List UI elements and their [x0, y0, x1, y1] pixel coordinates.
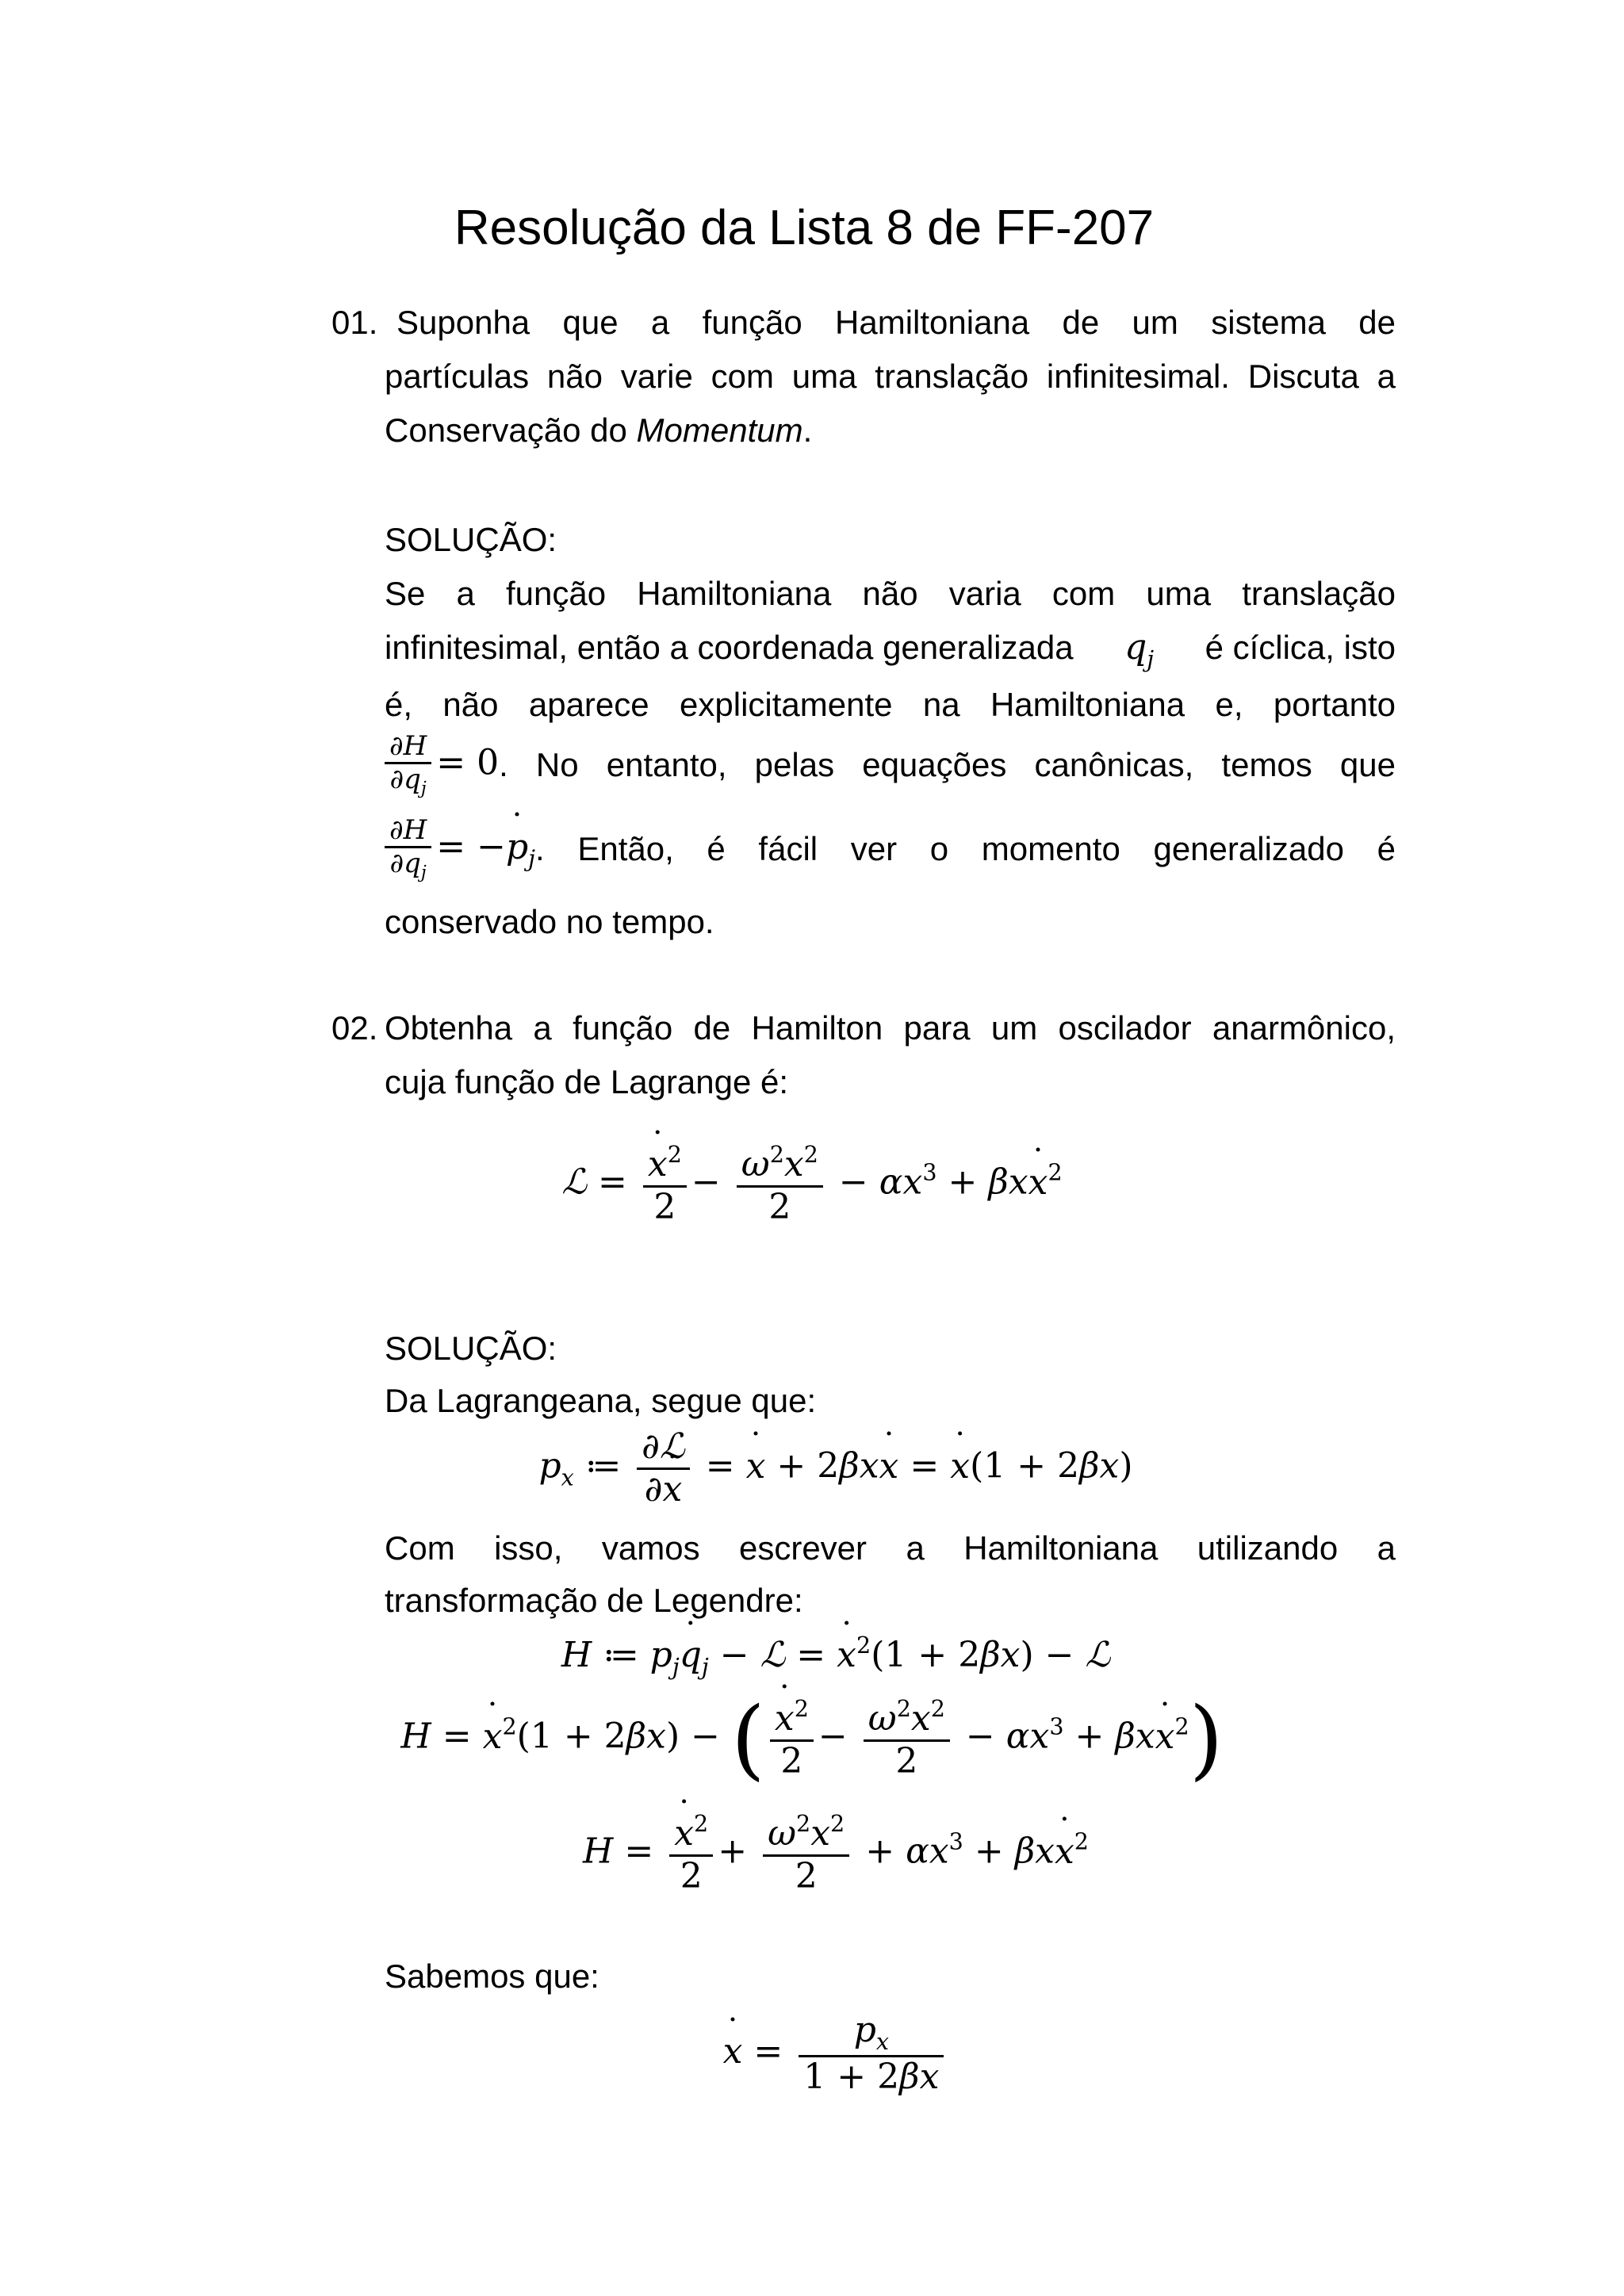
question-2-number: 02.: [331, 1009, 378, 1047]
solution-1-label: SOLUÇÃO:: [385, 521, 557, 558]
formula-xdot: x ˙ = $\frac{p_x}{1 + 2\beta x}$: [0, 2011, 1624, 2097]
solution-1-line-4: [385, 731, 1396, 799]
question-1-line-2: partículas não varie com uma translação infinitesimal. Discuta a: [385, 358, 1396, 395]
solution-1-line-5-text: . Então, é fácil ver o momento generalizado é: [535, 830, 1396, 868]
formula-legendre: H ≔ $p_jq$ $˙_j$ − ℒ = x ˙$^2$(1 + 2βx) − ℒ: [0, 1632, 1624, 1680]
momentum-term: Momentum: [636, 411, 803, 449]
solution-2-label: SOLUÇÃO:: [385, 1330, 557, 1367]
solution-1-line-6: conservado no tempo.: [385, 903, 714, 940]
question-2-line-1: Obtenha a função de Hamilton para um oscilador anarmônico,: [385, 1009, 1396, 1047]
question-1-line-1: Suponha que a função Hamiltoniana de um sistema de: [396, 304, 1396, 341]
formula-dH-dqj-zero: $\frac{\partial H}{\partial q_j}$ = 0: [385, 731, 499, 799]
question-1-line-3: [385, 408, 1396, 453]
solution-1-line-2-pre: infinitesimal, então a coordenada generalizada: [385, 629, 1074, 666]
formula-q-j: $q_j$: [1124, 627, 1155, 672]
question-1-number: 01.: [331, 304, 378, 341]
formula-lagrangian: ℒ = $\frac{x ˙^2}{2}$ − $\frac{\omega^2x^2}{2}$ − $\alpha x^3 + \beta xx$ ˙$^2$: [0, 1142, 1624, 1227]
solution-2-line-3: transformação de Legendre:: [385, 1582, 803, 1619]
solution-1-line-3: é, não aparece explicitamente na Hamiltoniana e, portanto: [385, 686, 1396, 723]
solution-2-line-2: Com isso, vamos escrever a Hamiltoniana utilizando a: [385, 1529, 1396, 1567]
question-1-line-3-pre: Conservação do: [385, 411, 637, 449]
formula-hamiltonian-expanded: H = x ˙$^2$(1 + 2βx) − ( $\frac{x ˙^2}{2}$ − $\frac{\omega^2x^2}{2}$ − $\alpha x^3 + \beta xx$ ˙$^2$): [0, 1695, 1624, 1782]
solution-1-line-2-post: é cíclica, isto: [1205, 629, 1396, 666]
document-title: Resolução da Lista 8 de FF-207: [454, 201, 1155, 255]
solution-1-line-2: [385, 625, 1396, 682]
solution-2-line-4: Sabemos que:: [385, 1957, 599, 1995]
question-1-line-3-post: .: [802, 411, 813, 449]
formula-hamiltonian-final: H = $\frac{x ˙^2}{2}$ + $\frac{\omega^2x^2}{2}$ + $\alpha x^3 + \beta xx$ ˙$^2$: [0, 1811, 1624, 1896]
question-2-line-2: cuja função de Lagrange é:: [385, 1063, 789, 1100]
solution-2-line-1: Da Lagrangeana, segue que:: [385, 1382, 817, 1419]
solution-1-line-4-text: . No entanto, pelas equações canônicas, temos que: [499, 746, 1396, 784]
solution-1-line-1: Se a função Hamiltoniana não varia com uma translação: [385, 575, 1396, 612]
solution-1-line-5: [385, 815, 1396, 883]
formula-momentum: $p_x$ ≔ $\frac{\text{∂ℒ}}{\partial x}$ ˙ = x ˙ + 2βxx ˙ = x ˙(1 + 2βx): [0, 1427, 1624, 1510]
formula-dH-dqj-pdot: $\frac{\partial H}{\partial q_j}$ = −p $˙_j$: [385, 815, 535, 883]
